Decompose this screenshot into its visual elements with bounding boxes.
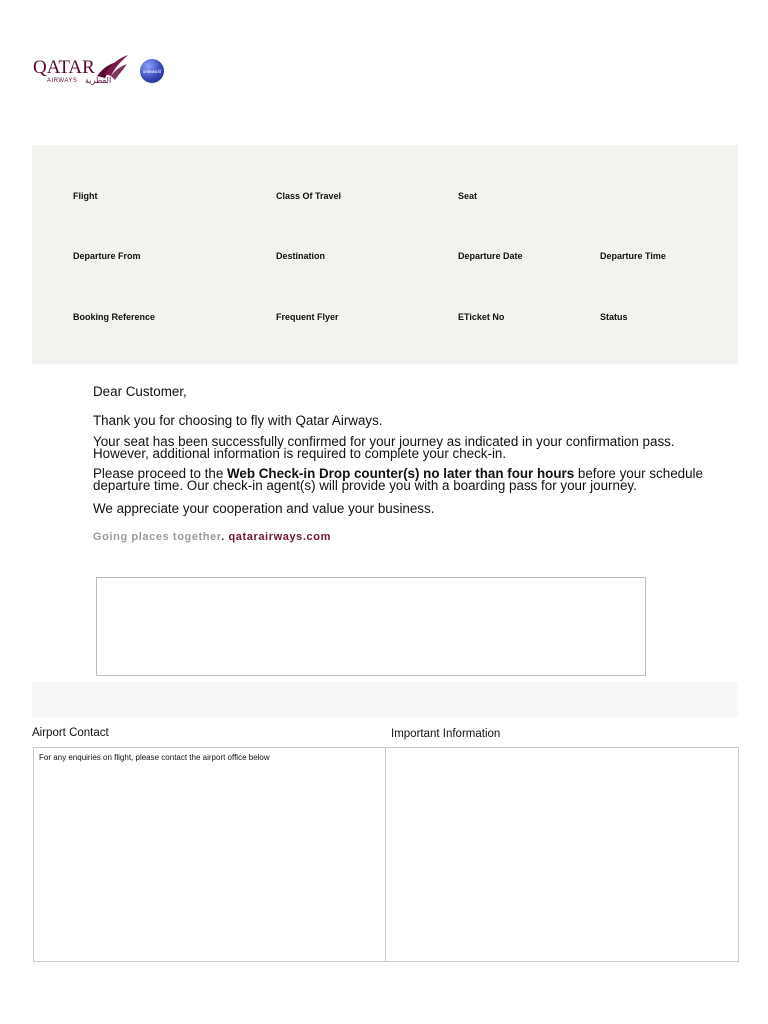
qatar-airways-logo <box>33 54 129 86</box>
brand-name: QATAR <box>33 57 95 78</box>
brand-sub: AIRWAYS <box>47 78 78 84</box>
airport-contact-title: Airport Contact <box>32 727 109 739</box>
oneworld-logo <box>140 59 164 83</box>
airport-contact-box <box>33 747 386 962</box>
label-class-of-travel: Class Of Travel <box>276 191 342 201</box>
label-eticket-no: ETicket No <box>458 312 505 322</box>
tagline-separator: . <box>221 531 229 543</box>
paragraph-thanks: Thank you for choosing to fly with Qatar Airways. <box>93 413 383 428</box>
brand-arabic: القطرية <box>85 76 112 85</box>
website-link[interactable]: qatarairways.com <box>228 531 331 543</box>
greeting: Dear Customer, <box>93 384 187 399</box>
tagline <box>93 531 723 543</box>
label-frequent-flyer: Frequent Flyer <box>276 312 339 322</box>
barcode-area <box>96 577 646 676</box>
proceed-post: before your schedule departure time. Our check-in agent(s) will provide you with a boarding pass for your journey. <box>93 466 703 493</box>
tagline-slogan: Going places together <box>93 531 222 543</box>
letter-body <box>93 386 723 543</box>
flight-info-panel <box>32 145 738 364</box>
label-destination: Destination <box>276 251 326 261</box>
label-status: Status <box>600 312 628 322</box>
label-seat: Seat <box>458 191 478 201</box>
label-departure-from: Departure From <box>73 251 141 261</box>
label-departure-time: Departure Time <box>600 251 666 261</box>
important-information-box <box>385 747 739 962</box>
paragraph-seat-confirmed: Your seat has been successfully confirmed for your journey as indicated in your confirmation pass. However, additional information is required to complete your check-in. <box>93 434 675 461</box>
paragraph-appreciate: We appreciate your cooperation and value your business. <box>93 501 435 516</box>
label-flight: Flight <box>73 191 98 201</box>
important-information-title: Important Information <box>391 728 501 740</box>
label-departure-date: Departure Date <box>458 251 523 261</box>
separator-band <box>32 682 738 717</box>
paragraph-proceed <box>93 468 723 492</box>
label-booking-reference: Booking Reference <box>73 312 156 322</box>
alliance-name: oneworld <box>142 68 162 74</box>
airport-contact-text: For any enquiries on flight, please contact the airport office below <box>39 753 270 762</box>
proceed-bold: Web Check-in Drop counter(s) no later than four hours <box>227 466 575 481</box>
proceed-pre: Please proceed to the <box>93 466 227 481</box>
